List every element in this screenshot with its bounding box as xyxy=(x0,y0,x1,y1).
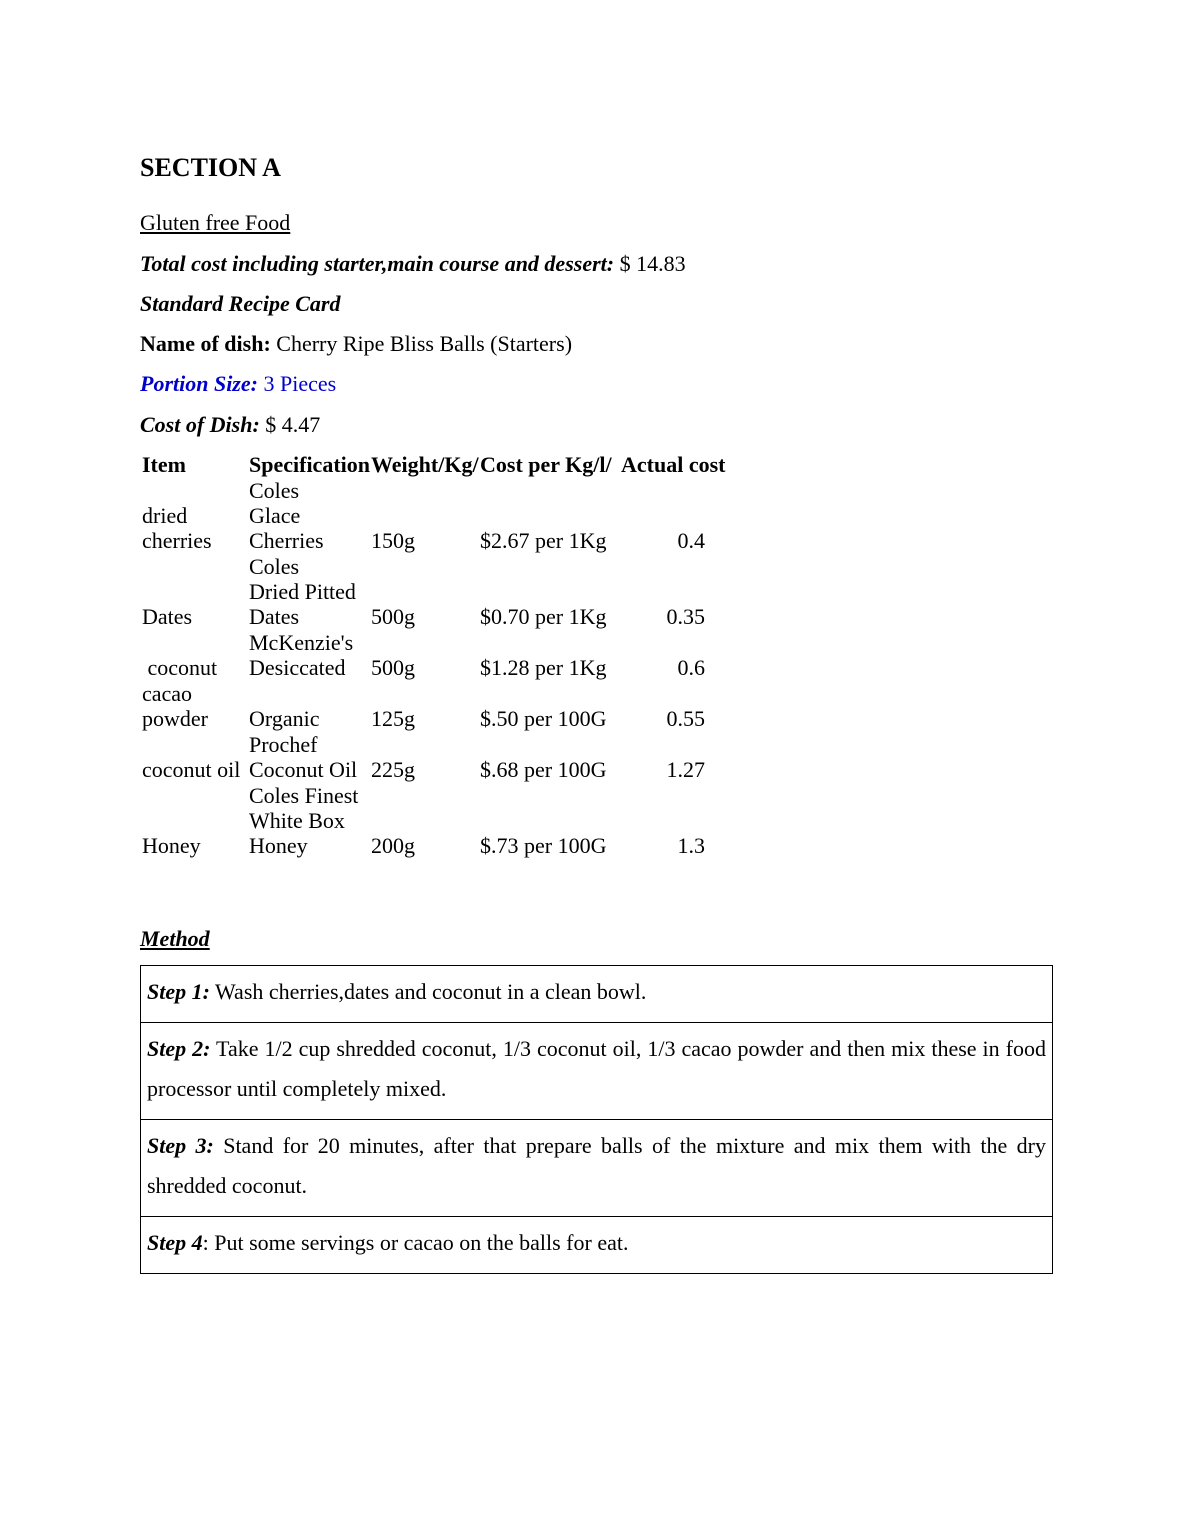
spec-cell xyxy=(249,478,369,553)
cost-cell: $1.28 per 1Kg xyxy=(480,655,607,680)
step-label: Step 2: xyxy=(147,1036,211,1061)
spec-line: Desiccated xyxy=(249,655,346,680)
item-line: cherries xyxy=(142,528,212,553)
item-cell: coconut oil xyxy=(142,757,241,782)
item-cell: Dates xyxy=(142,604,193,629)
actual-cost-cell: 1.3 xyxy=(677,833,705,858)
cost-of-dish-line xyxy=(140,412,320,438)
weight-cell: 500g xyxy=(371,655,415,680)
actual-cost-cell: 0.55 xyxy=(666,706,705,731)
spec-cell xyxy=(249,630,369,680)
weight-cell: 125g xyxy=(371,706,415,731)
method-step-row xyxy=(141,966,1053,1023)
actual-cost-cell: 0.4 xyxy=(677,528,705,553)
cost-cell: $.68 per 100G xyxy=(480,757,607,782)
method-title: Method xyxy=(140,926,210,951)
spec-line: McKenzie's xyxy=(249,630,354,655)
header-weight: Weight/Kg/ xyxy=(371,452,479,477)
method-step-row xyxy=(141,1217,1053,1274)
step-text: : Put some servings or cacao on the balls for eat. xyxy=(202,1230,629,1255)
actual-cost-cell: 0.35 xyxy=(666,604,705,629)
item-line: cacao xyxy=(142,681,193,706)
portion-size-line xyxy=(140,371,336,397)
step-text: Stand for 20 minutes, after that prepare balls of the mixture and mix them with the dry shredded coconut. xyxy=(147,1133,1046,1198)
step-label: Step 1: xyxy=(147,979,210,1004)
spec-line: Coconut Oil xyxy=(249,757,358,782)
table-row xyxy=(140,732,706,783)
spec-line: Honey xyxy=(249,833,308,858)
table-row xyxy=(140,681,706,732)
weight-cell: 225g xyxy=(371,757,415,782)
weight-cell: 150g xyxy=(371,528,415,553)
header-cost-per-kg: Cost per Kg/l/ xyxy=(480,452,612,477)
card-title: Standard Recipe Card xyxy=(140,291,341,316)
cost-of-dish-value: $ 4.47 xyxy=(259,412,321,437)
weight-cell: 500g xyxy=(371,604,415,629)
dish-name-label: Name of dish: xyxy=(140,331,271,356)
dish-name-line xyxy=(140,331,572,357)
item-line: powder xyxy=(142,706,208,731)
cost-cell: $.73 per 100G xyxy=(480,833,607,858)
table-row xyxy=(140,783,706,859)
method-steps-table xyxy=(140,965,1053,1274)
spec-cell xyxy=(249,554,369,629)
total-cost-line xyxy=(140,251,686,277)
item-line: dried xyxy=(142,503,188,528)
section-title: SECTION A xyxy=(140,153,281,182)
spec-cell xyxy=(249,732,369,782)
subtitle: Gluten free Food xyxy=(140,210,291,235)
method-step xyxy=(141,1217,1053,1274)
spec-line: Coles Finest xyxy=(249,783,359,808)
table-row xyxy=(140,554,706,630)
cost-cell: $2.67 per 1Kg xyxy=(480,528,607,553)
portion-size-value: 3 Pieces xyxy=(257,371,337,396)
total-cost-label: Total cost including starter,main course and dessert: xyxy=(140,251,615,276)
method-step xyxy=(141,1120,1053,1217)
step-text: Take 1/2 cup shredded coconut, 1/3 coconut oil, 1/3 cacao powder and then mix these in food processor until completely mixed. xyxy=(147,1036,1046,1101)
method-step-row xyxy=(141,1023,1053,1120)
spec-cell xyxy=(249,783,369,858)
item-cell: coconut xyxy=(142,655,218,680)
spec-line: Dried Pitted xyxy=(249,579,356,604)
weight-cell: 200g xyxy=(371,833,415,858)
cost-of-dish-label: Cost of Dish: xyxy=(140,412,260,437)
header-item: Item xyxy=(142,452,186,477)
header-specification: Specification xyxy=(249,452,370,477)
spec-line: Glace xyxy=(249,503,301,528)
total-cost-value: $ 14.83 xyxy=(614,251,686,276)
spec-cell: Organic xyxy=(249,706,320,731)
cost-cell: $0.70 per 1Kg xyxy=(480,604,607,629)
spec-line: Dates xyxy=(249,604,300,629)
step-text: Wash cherries,dates and coconut in a clean bowl. xyxy=(209,979,647,1004)
header-actual-cost: Actual cost xyxy=(621,452,726,477)
actual-cost-cell: 1.27 xyxy=(666,757,705,782)
method-step xyxy=(141,1023,1053,1120)
spec-line: Coles xyxy=(249,478,300,503)
step-label: Step 3: xyxy=(147,1133,214,1158)
method-step xyxy=(141,966,1053,1023)
table-row xyxy=(140,630,706,681)
table-row xyxy=(140,478,706,554)
actual-cost-cell: 0.6 xyxy=(677,655,705,680)
ingredients-header-row xyxy=(140,452,726,478)
spec-line: Cherries xyxy=(249,528,324,553)
item-cell xyxy=(142,681,248,731)
spec-line: Coles xyxy=(249,554,300,579)
portion-size-label: Portion Size: xyxy=(140,371,258,396)
step-label: Step 4 xyxy=(147,1230,203,1255)
method-step-row xyxy=(141,1120,1053,1217)
cost-cell: $.50 per 100G xyxy=(480,706,607,731)
dish-name-value: Cherry Ripe Bliss Balls (Starters) xyxy=(270,331,573,356)
item-cell xyxy=(142,503,248,553)
spec-line: Prochef xyxy=(249,732,318,757)
spec-line: White Box xyxy=(249,808,345,833)
item-cell: Honey xyxy=(142,833,201,858)
